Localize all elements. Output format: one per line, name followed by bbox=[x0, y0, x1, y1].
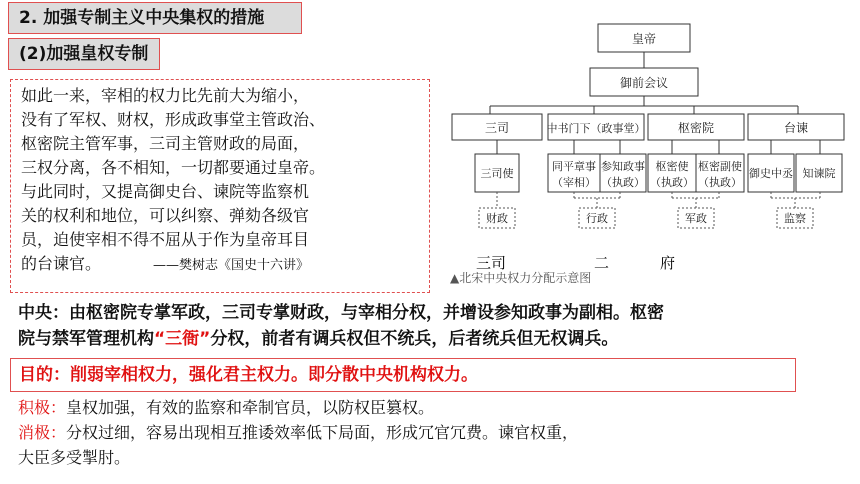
office-vice-role: （执政） bbox=[601, 176, 645, 189]
office-sansishi: 三司使 bbox=[480, 167, 514, 180]
function-admin: 行政 bbox=[586, 212, 608, 225]
function-military: 军政 bbox=[685, 212, 707, 225]
negative-text: 分权过细，容易出现相互推诿效率低下局面，形成冗官冗费。谏官权重， bbox=[66, 423, 579, 442]
office-shumifushi: 枢密副使 bbox=[698, 160, 742, 173]
function-supervision: 监察 bbox=[784, 212, 806, 225]
overlay-er: 二 bbox=[594, 254, 610, 272]
quote-line bbox=[21, 252, 429, 278]
central-line-2 bbox=[18, 326, 858, 352]
overlay-fu: 府 bbox=[660, 254, 676, 272]
quote-line: 与此同时，又提高御史台、谏院等监察机 bbox=[21, 182, 310, 201]
subsection-title: (2)加强皇权专制 bbox=[8, 38, 160, 70]
quote-line: 关的权利和地位，可以纠察、弹劾各级官 bbox=[21, 206, 310, 225]
goal-box: 目的：削弱宰相权力，强化君主权力。即分散中央机构权力。 bbox=[10, 358, 796, 392]
office-shumishi-role: （执政） bbox=[650, 176, 694, 189]
quote-line: 枢密院主管军事，三司主管财政的局面， bbox=[21, 134, 310, 153]
diagram-svg bbox=[440, 14, 850, 285]
branch-label-zhongshu: 中书门下（政事堂） bbox=[546, 122, 646, 135]
office-chancellor-role: （宰相） bbox=[552, 176, 596, 189]
office-vice: 参知政事 bbox=[601, 160, 645, 173]
quote-line: 三权分离，各不相知，一切都要通过皇帝。 bbox=[21, 158, 326, 177]
negative-label: 消极： bbox=[18, 423, 67, 442]
emperor-label: 皇帝 bbox=[631, 32, 657, 46]
sanya-highlight: “三衙” bbox=[154, 329, 211, 349]
branch-label-sansi: 三司 bbox=[484, 121, 510, 135]
positive-line bbox=[18, 396, 434, 420]
section-title: 2. 加强专制主义中央集权的措施 bbox=[8, 2, 302, 34]
quote-last-line: 的台谏官。 bbox=[21, 254, 102, 273]
central-line-1: 中央：由枢密院专掌军政，三司专掌财政，与宰相分权，并增设参知政事为副相。枢密 bbox=[18, 303, 664, 323]
positive-text: 皇权加强，有效的监察和牵制官员，以防权臣篡权。 bbox=[66, 398, 435, 417]
quote-line: 如此一来，宰相的权力比先前大为缩小， bbox=[21, 86, 310, 105]
quote-box bbox=[10, 79, 430, 293]
office-yushi: 御史中丞 bbox=[749, 167, 793, 180]
function-finance: 财政 bbox=[486, 212, 508, 225]
positive-label: 积极： bbox=[18, 398, 67, 417]
power-distribution-diagram bbox=[440, 14, 850, 285]
central-text-b: 分权，前者有调兵权但不统兵，后者统兵但无权调兵。 bbox=[210, 329, 619, 349]
council-label: 御前会议 bbox=[619, 76, 669, 90]
office-shumifushi-role: （执政） bbox=[698, 176, 742, 189]
central-text-a: 院与禁军管理机构 bbox=[18, 329, 154, 349]
branch-label-shumiyuan: 枢密院 bbox=[677, 121, 715, 135]
negative-line bbox=[18, 421, 578, 445]
office-zhijian: 知谏院 bbox=[802, 167, 836, 180]
quote-line: 员，迫使宰相不得不屈从于作为皇帝耳目 bbox=[21, 230, 310, 249]
office-shumishi: 枢密使 bbox=[655, 160, 689, 173]
quote-source: ——樊树志《国史十六讲》 bbox=[153, 258, 310, 273]
overlay-sansi: 三司 bbox=[476, 254, 507, 272]
diagram-caption: ▲北宋中央权力分配示意图 bbox=[450, 271, 592, 285]
office-chancellor: 同平章事 bbox=[552, 160, 596, 173]
quote-line: 没有了军权、财权，形成政事堂主管政治、 bbox=[21, 110, 326, 129]
negative-line-2: 大臣多受掣肘。 bbox=[18, 448, 131, 467]
branch-label-taijian: 台谏 bbox=[783, 121, 809, 135]
